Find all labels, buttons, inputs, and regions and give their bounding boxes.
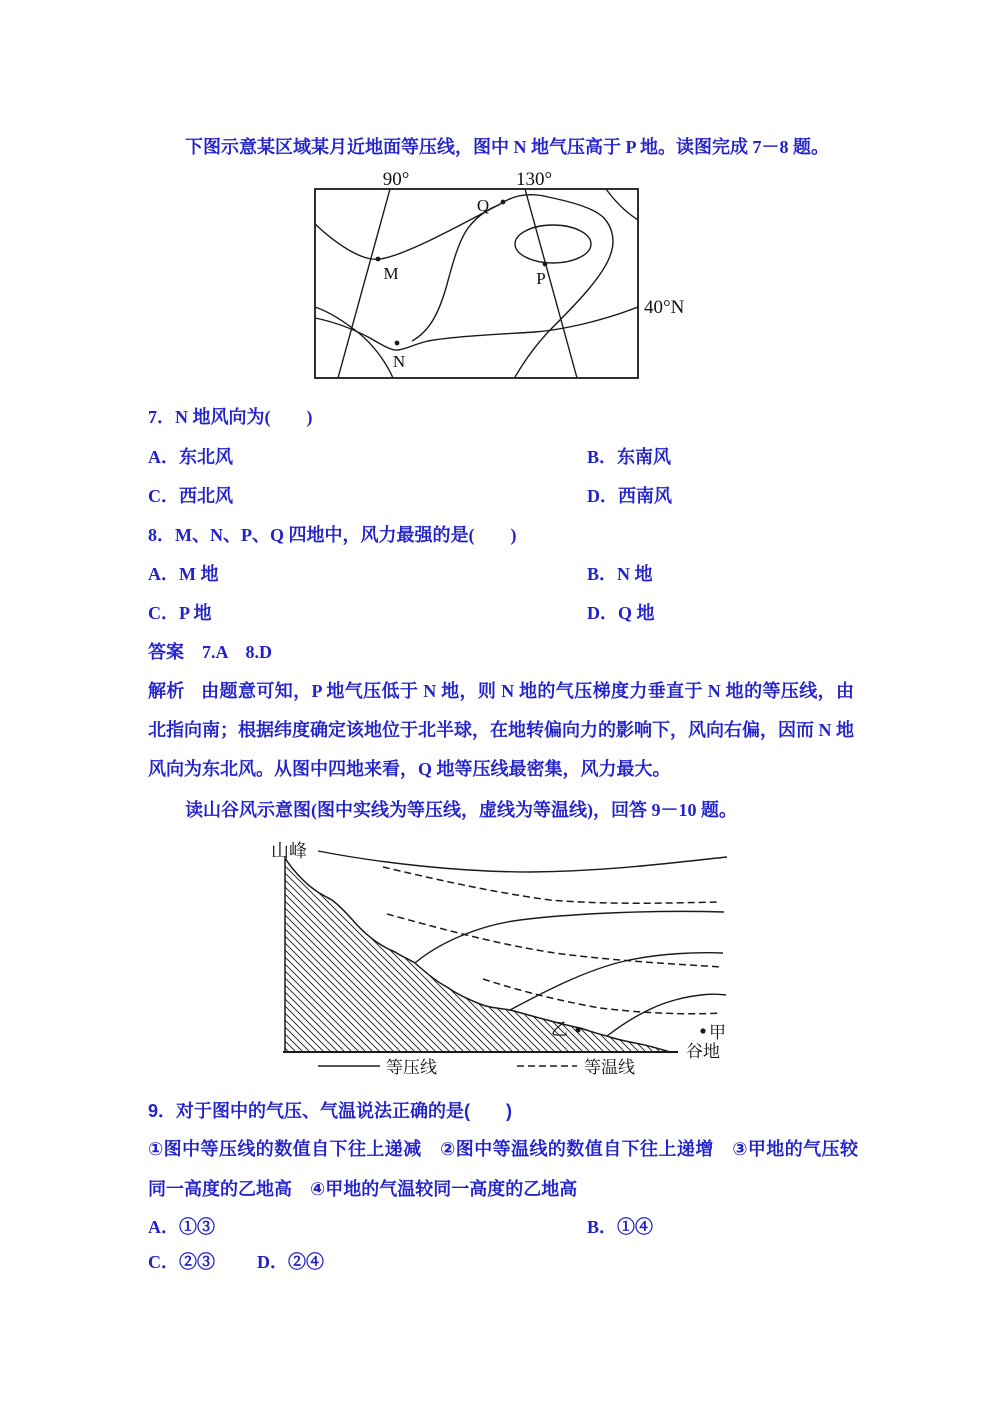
question-8-option-b: B．N 地 xyxy=(587,564,653,584)
analysis-paragraph xyxy=(148,672,854,789)
label-point-jia: 甲 xyxy=(709,1023,726,1042)
isobar-curve-3 xyxy=(510,953,723,1010)
point-yi-dot xyxy=(575,1027,580,1032)
question-7-stem: 7．N 地风向为( ) xyxy=(148,407,313,427)
isobar-map-figure xyxy=(293,163,717,383)
question-7-option-b: B．东南风 xyxy=(587,447,672,467)
intro-question-9-10: 读山谷风示意图(图中实线为等压线，虚线为等温线)，回答 9－10 题。 xyxy=(185,800,737,820)
question-8-stem: 8．M、N、P、Q 四地中，风力最强的是( ) xyxy=(148,525,517,545)
label-valley: 谷地 xyxy=(686,1042,720,1061)
question-9-option-b: B．①④ xyxy=(587,1217,654,1237)
point-n-dot xyxy=(395,341,400,346)
isobar-corner-arc xyxy=(606,189,638,220)
question-9-statements: ①图中等压线的数值自下往上递减 ②图中等温线的数值自下往上递增 ③甲地的气压较同一高度的乙地高 ④甲地的气温较同一高度的乙地高 xyxy=(148,1139,858,1199)
question-8-option-a: A．M 地 xyxy=(148,564,219,584)
question-9-stem: 9．对于图中的气压、气温说法正确的是( ) xyxy=(148,1101,512,1121)
question-9-option-c: C．②③ xyxy=(148,1252,215,1272)
point-q-dot xyxy=(501,200,506,205)
label-40n: 40°N xyxy=(644,297,685,318)
point-m-dot xyxy=(376,257,381,262)
isotherm-curve-1 xyxy=(383,867,719,903)
point-p-dot xyxy=(543,262,548,267)
isobar-m-q xyxy=(315,195,613,377)
isobar-n-to-q xyxy=(412,205,499,341)
isotherm-curve-2 xyxy=(387,914,721,967)
legend-solid-label: 等压线 xyxy=(386,1058,437,1077)
analysis-text: 由题意可知，P 地气压低于 N 地，则 N 地的气压梯度力垂直于 N 地的等压线，由北指向南；根据纬度确定该地位于北半球，在地转偏向力的影响下，风向右偏，因而 N 地风向为东北风。从图中四地来看，Q 地等压线最密集，风力最大。 xyxy=(148,681,855,779)
meridian-90-line xyxy=(338,189,390,378)
answer-value: 7.A 8.D xyxy=(202,642,273,662)
question-7-option-d: D．西南风 xyxy=(587,486,672,506)
question-9-option-a: A．①③ xyxy=(148,1217,215,1237)
question-9-option-d: D．②④ xyxy=(257,1252,324,1272)
question-8-option-c: C．P 地 xyxy=(148,603,212,623)
label-point-p: P xyxy=(536,269,546,288)
answer-label: 答案 xyxy=(148,642,184,662)
label-point-n: N xyxy=(392,352,406,371)
question-8-option-d: D．Q 地 xyxy=(587,603,655,623)
isotherm-curve-3 xyxy=(483,979,721,1014)
mountain-slope xyxy=(285,858,670,1052)
valley-wind-figure xyxy=(258,836,740,1084)
parallel-40n-line xyxy=(315,307,638,350)
intro-question-7-8: 下图示意某区域某月近地面等压线，图中 N 地气压高于 P 地。读图完成 7－8 题。 xyxy=(185,137,829,157)
analysis-label: 解析 xyxy=(148,681,185,701)
question-7-option-a: A．东北风 xyxy=(148,447,233,467)
label-130: 130° xyxy=(515,169,553,190)
point-jia-dot xyxy=(700,1028,705,1033)
label-point-yi: 乙 xyxy=(551,1020,568,1039)
label-point-q: Q xyxy=(476,196,490,215)
isobar-curve-1 xyxy=(318,851,727,872)
label-point-m: M xyxy=(383,264,399,283)
label-peak: 山峰 xyxy=(271,841,307,861)
label-90: 90° xyxy=(382,169,410,190)
legend-dashed-label: 等温线 xyxy=(584,1058,635,1077)
closed-isobar-ellipse xyxy=(515,225,591,263)
question-7-option-c: C．西北风 xyxy=(148,486,233,506)
answer-line xyxy=(148,641,272,663)
